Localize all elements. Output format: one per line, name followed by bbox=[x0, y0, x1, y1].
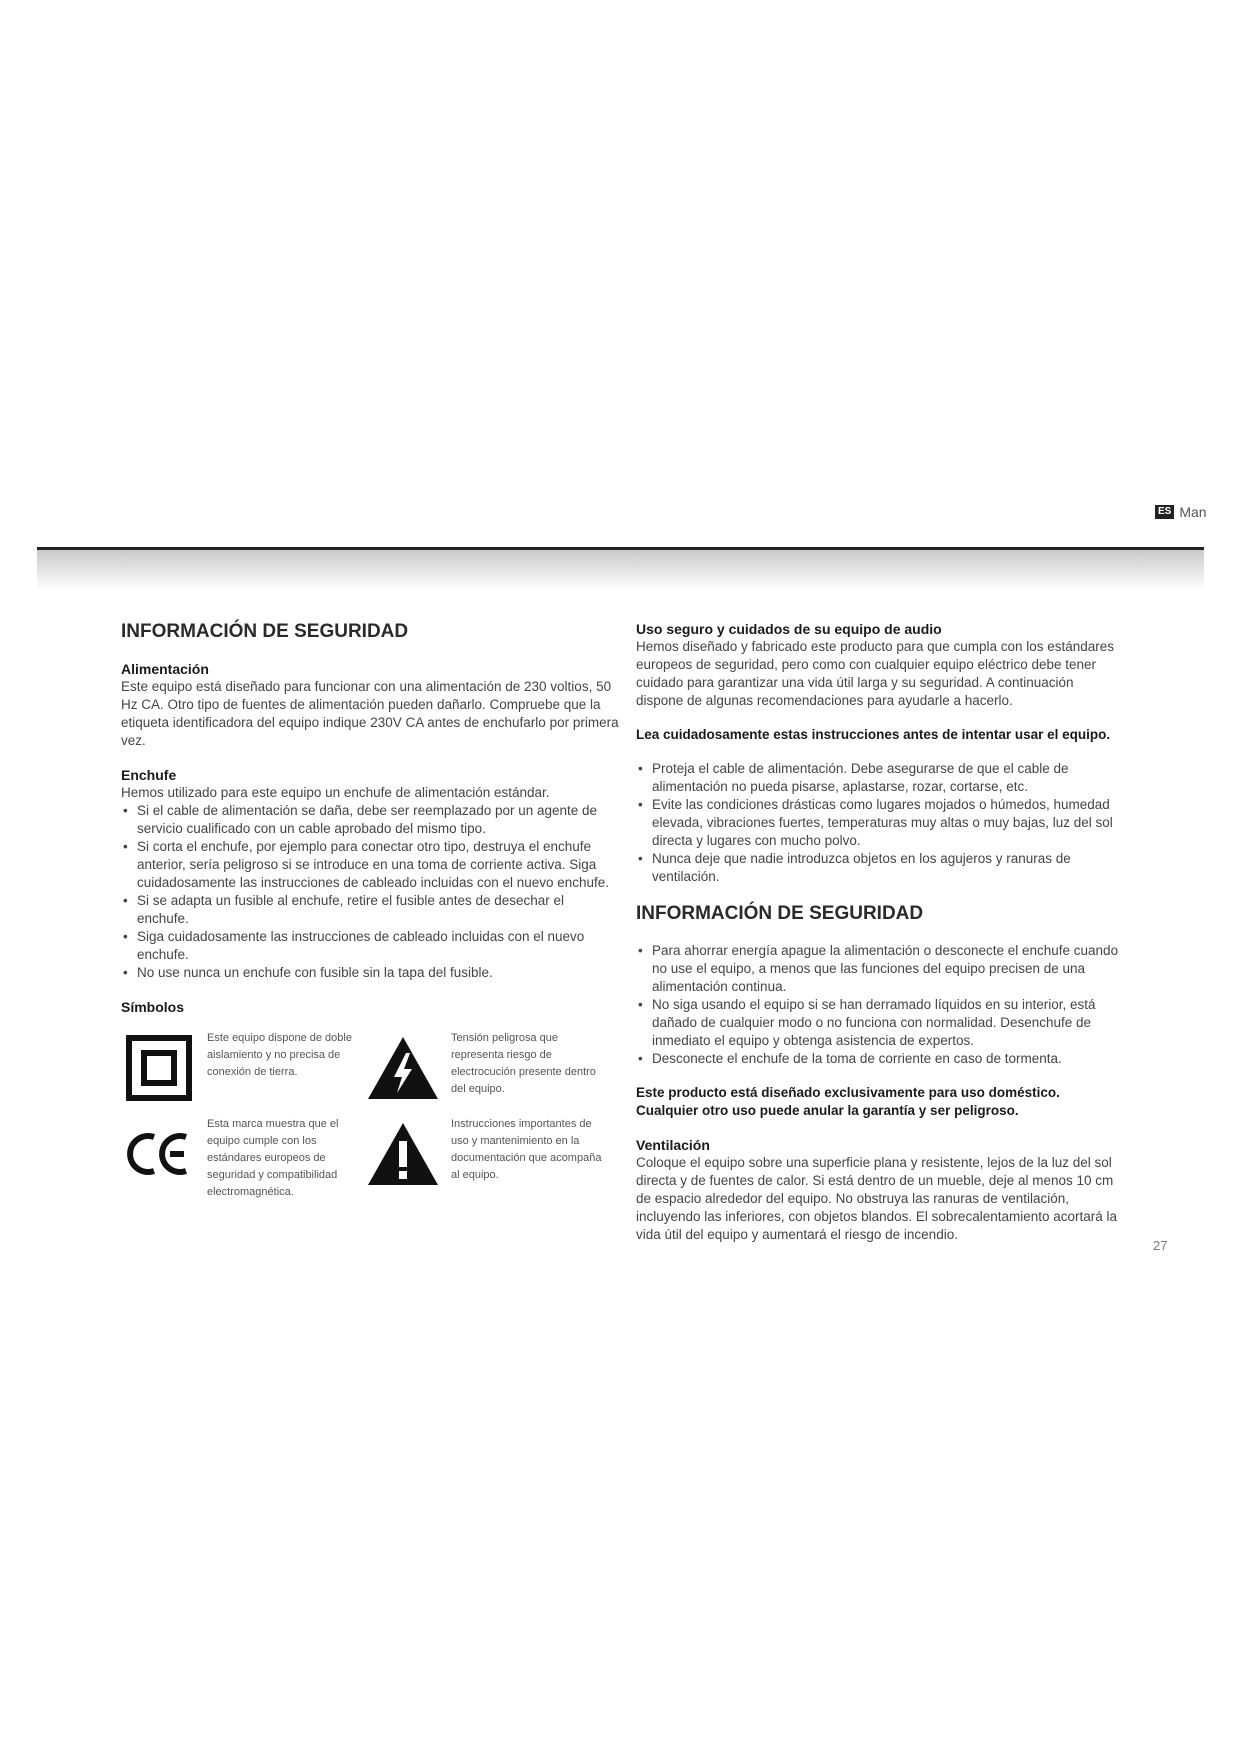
enchufe-section bbox=[121, 766, 619, 982]
list-item: • Para ahorrar energía apague la alimentación o desconecte el enchufe cuando no use el equipo, a menos que las funciones del equipo precisen de una alimentación continua. bbox=[636, 942, 1124, 996]
list-item: • Nunca deje que nadie introduzca objetos en los agujeros y ranuras de ventilación. bbox=[636, 850, 1124, 886]
simbolos-heading: Símbolos bbox=[121, 999, 185, 1015]
domestic-use-note: Este producto está diseñado exclusivamente para uso doméstico. Cualquier otro uso puede anular la garantía y ser peligroso. bbox=[636, 1085, 1060, 1118]
enchufe-list bbox=[121, 802, 619, 982]
safety-title: INFORMACIÓN DE SEGURIDAD bbox=[121, 621, 409, 642]
enchufe-heading: Enchufe bbox=[121, 767, 177, 783]
symbol-item bbox=[365, 1030, 609, 1106]
safety-title-2: INFORMACIÓN DE SEGURIDAD bbox=[636, 903, 924, 924]
high-voltage-warning-icon bbox=[365, 1030, 441, 1106]
language-badge: ES bbox=[1155, 505, 1174, 519]
uso-section bbox=[636, 620, 1124, 710]
symbol-text: Tensión peligrosa que representa riesgo de electrocución presente dentro del equipo. bbox=[451, 1032, 596, 1095]
header-shadow bbox=[37, 550, 1204, 590]
ventilacion-heading: Ventilación bbox=[636, 1137, 710, 1153]
symbol-text: Esta marca muestra que el equipo cumple con los estándares europeos de seguridad y compatibilidad electromagnética. bbox=[207, 1118, 339, 1198]
manual-label: Man bbox=[1179, 504, 1207, 520]
simbolos-section bbox=[121, 998, 619, 1201]
symbols-grid bbox=[121, 1030, 619, 1201]
symbol-text: Este equipo dispone de doble aislamiento y no precisa de conexión de tierra. bbox=[207, 1032, 352, 1078]
exclamation-warning-icon bbox=[365, 1116, 441, 1192]
list-item: • Siga cuidadosamente las instrucciones de cableado incluidas con el nuevo enchufe. bbox=[121, 928, 619, 964]
symbol-text: Instrucciones importantes de uso y mantenimiento en la documentación que acompaña al equipo. bbox=[451, 1118, 602, 1181]
symbol-item bbox=[121, 1116, 365, 1201]
uso-text: Hemos diseñado y fabricado este producto para que cumpla con los estándares europeos de seguridad, pero como con cualquier equipo eléctrico debe tener cuidado para garantizar una vida útil larga y su seguridad. A continuación dispone de algunas recomendaciones para ayudarle a hacerlo. bbox=[636, 639, 1115, 708]
read-instructions-note: Lea cuidadosamente estas instrucciones antes de intentar usar el equipo. bbox=[636, 727, 1111, 742]
left-column bbox=[121, 620, 619, 1217]
symbol-item bbox=[121, 1030, 365, 1106]
safety-list bbox=[636, 942, 1124, 1068]
symbol-item bbox=[365, 1116, 609, 1201]
uso-heading: Uso seguro y cuidados de su equipo de audio bbox=[636, 621, 942, 637]
list-item: • Si el cable de alimentación se daña, debe ser reemplazado por un agente de servicio cualificado con un cable aprobado del mismo tipo. bbox=[121, 802, 619, 838]
double-insulation-icon bbox=[121, 1030, 197, 1106]
ventilacion-section bbox=[636, 1136, 1124, 1244]
ce-mark-icon bbox=[121, 1116, 197, 1192]
care-list bbox=[636, 760, 1124, 886]
ventilacion-text: Coloque el equipo sobre una superficie plana y resistente, lejos de la luz del sol directa y de fuentes de calor. Si está dentro de un mueble, deje al menos 10 cm de espacio alrededor del equipo. No obstruya las ranuras de ventilación, incluyendo las inferiores, con objetos blandos. El sobrecalentamiento acortará la vida útil del equipo y aumentará el riesgo de incendio. bbox=[636, 1155, 1118, 1242]
alimentacion-heading: Alimentación bbox=[121, 661, 209, 677]
list-item: • Proteja el cable de alimentación. Debe asegurarse de que el cable de alimentación no pueda pisarse, aplastarse, rozar, cortarse, etc. bbox=[636, 760, 1124, 796]
right-column bbox=[636, 620, 1124, 1260]
list-item: • No use nunca un enchufe con fusible sin la tapa del fusible. bbox=[121, 964, 619, 982]
list-item: • Desconecte el enchufe de la toma de corriente en caso de tormenta. bbox=[636, 1050, 1124, 1068]
enchufe-intro: Hemos utilizado para este equipo un enchufe de alimentación estándar. bbox=[121, 785, 550, 800]
alimentacion-text: Este equipo está diseñado para funcionar con una alimentación de 230 voltios, 50 Hz CA. Otro tipo de fuentes de alimentación pueden dañarlo. Compruebe que la etiqueta identificadora del equipo indique 230V CA antes de enchufarlo por primera vez. bbox=[121, 679, 619, 748]
list-item: • Evite las condiciones drásticas como lugares mojados o húmedos, humedad elevada, vibraciones fuertes, temperaturas muy altas o muy bajas, luz del sol directa y lugares con mucho polvo. bbox=[636, 796, 1124, 850]
list-item: • Si corta el enchufe, por ejemplo para conectar otro tipo, destruya el enchufe anterior, sería peligroso si se introduce en una toma de corriente activa. Siga cuidadosamente las instrucciones de cableado incluidas con el nuevo enchufe. bbox=[121, 838, 619, 892]
list-item: • No siga usando el equipo si se han derramado líquidos en su interior, está dañado de cualquier modo o no funciona con normalidad. Desenchufe de inmediato el equipo y obtenga asistencia de expertos. bbox=[636, 996, 1124, 1050]
page-number: 27 bbox=[1153, 1238, 1168, 1253]
language-tag bbox=[1155, 504, 1207, 520]
list-item: • Si se adapta un fusible al enchufe, retire el fusible antes de desechar el enchufe. bbox=[121, 892, 619, 928]
alimentacion-section bbox=[121, 660, 619, 750]
